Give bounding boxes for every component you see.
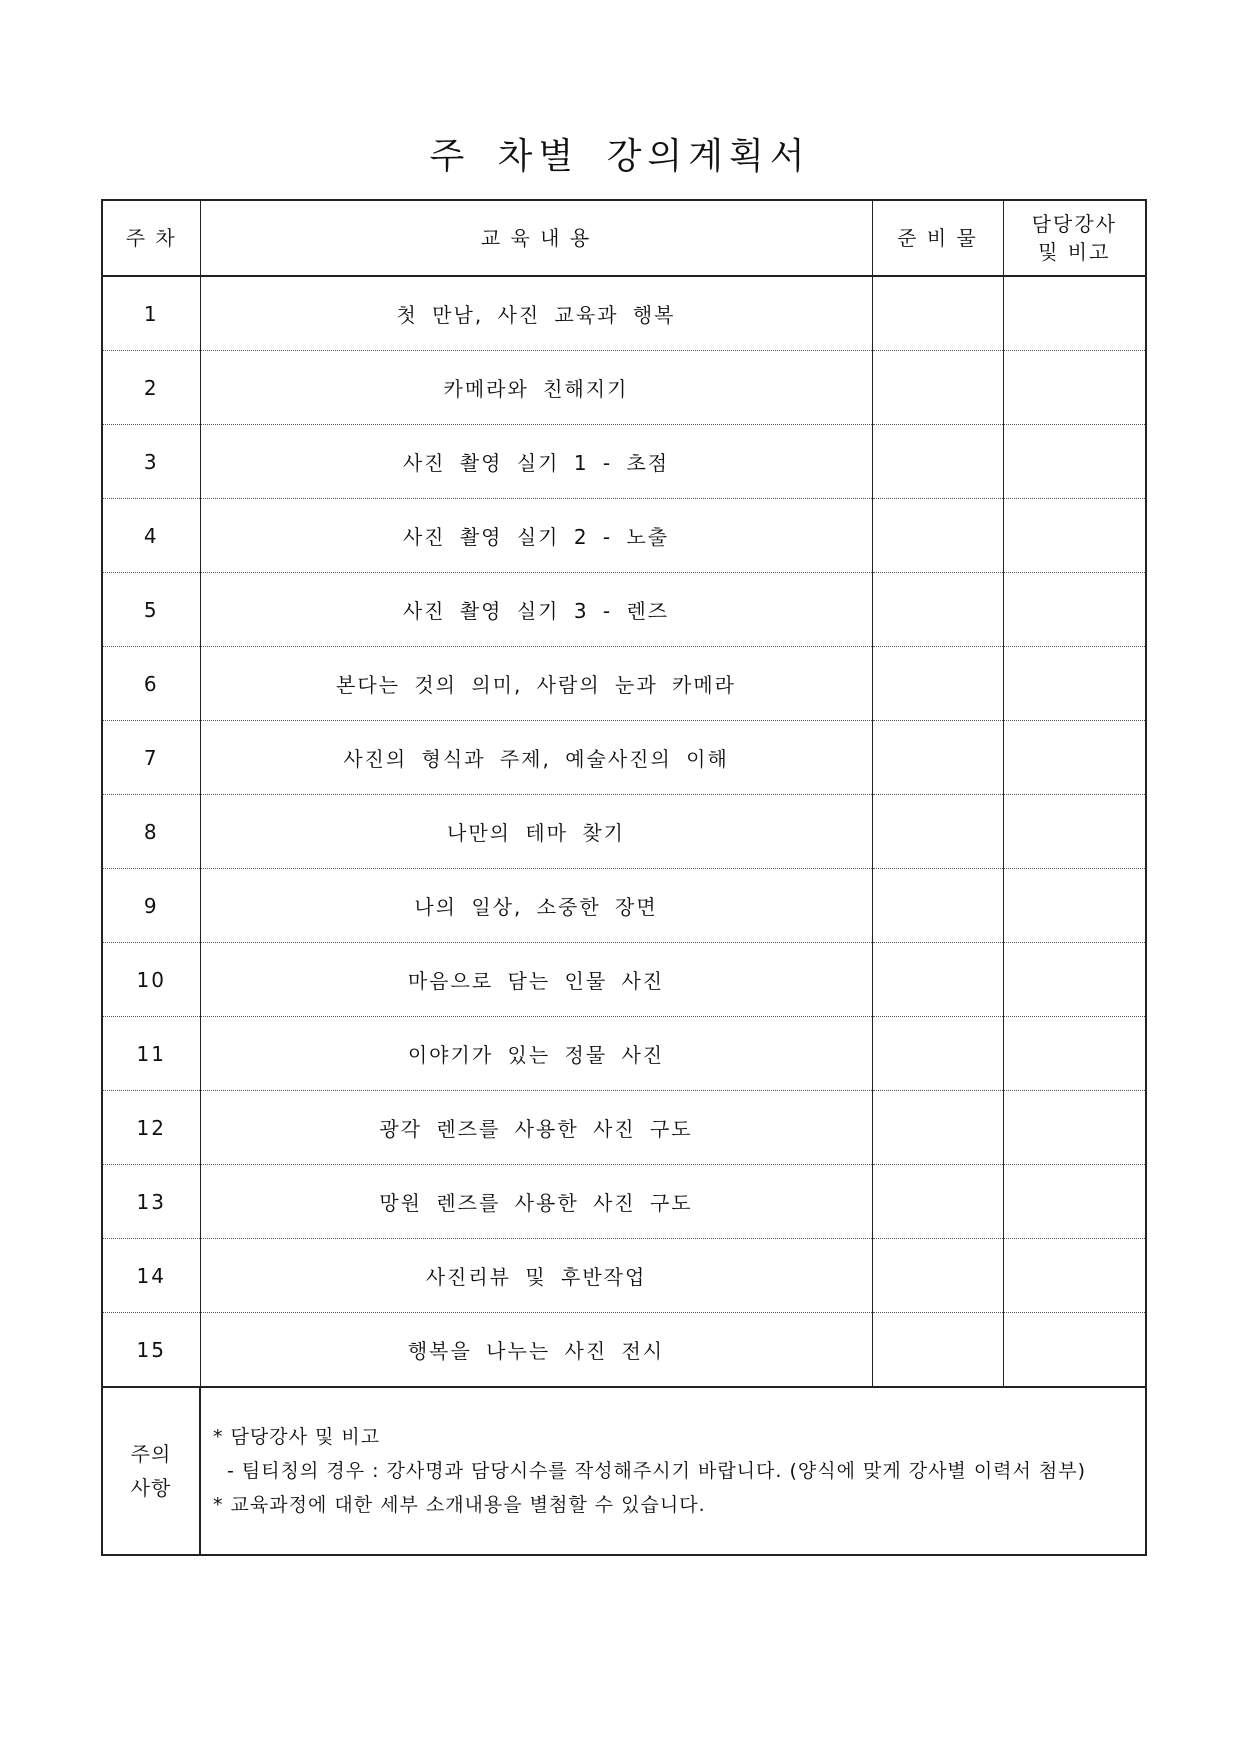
notes-line-1: * 담당강사 및 비고 [213,1426,381,1448]
notes-line-2: - 팀티칭의 경우 : 강사명과 담당시수를 작성해주시기 바랍니다. (양식에 맞게 강사별 이력서 첨부) [227,1460,1087,1482]
table-row [102,573,1146,647]
header-note-line1: 담당강사 [1031,212,1117,236]
week-note-cell[interactable] [1003,276,1146,351]
week-number-cell: 4 [102,499,200,573]
week-prep-cell[interactable] [872,1091,1003,1165]
week-number-cell: 5 [102,573,200,647]
week-content-cell: 광각 렌즈를 사용한 사진 구도 [200,1091,872,1165]
notes-line-3: * 교육과정에 대한 세부 소개내용을 별첨할 수 있습니다. [213,1494,706,1516]
week-number-cell: 11 [102,1017,200,1091]
table-row [102,1239,1146,1313]
table-row [102,425,1146,499]
week-prep-cell[interactable] [872,869,1003,943]
week-content-cell: 이야기가 있는 정물 사진 [200,1017,872,1091]
table-row [102,943,1146,1017]
week-note-cell[interactable] [1003,721,1146,795]
week-prep-cell[interactable] [872,1165,1003,1239]
table-row [102,351,1146,425]
table-row [102,1017,1146,1091]
header-note-line2: 및 비고 [1038,240,1111,264]
week-content-cell: 행복을 나누는 사진 전시 [200,1313,872,1388]
table-row [102,721,1146,795]
week-content-cell: 본다는 것의 의미, 사람의 눈과 카메라 [200,647,872,721]
week-prep-cell[interactable] [872,795,1003,869]
week-note-cell[interactable] [1003,943,1146,1017]
week-number-cell: 15 [102,1313,200,1388]
week-prep-cell[interactable] [872,1239,1003,1313]
week-prep-cell[interactable] [872,943,1003,1017]
week-prep-cell[interactable] [872,647,1003,721]
week-prep-cell[interactable] [872,499,1003,573]
header-week: 주 차 [102,200,200,276]
week-prep-cell[interactable] [872,721,1003,795]
table-row [102,499,1146,573]
table-row [102,795,1146,869]
week-prep-cell[interactable] [872,1017,1003,1091]
week-number-cell: 9 [102,869,200,943]
table-header-row [102,200,1146,276]
week-note-cell[interactable] [1003,425,1146,499]
week-content-cell: 나만의 테마 찾기 [200,795,872,869]
table-row [102,276,1146,351]
notes-text [200,1387,1146,1555]
week-content-cell: 사진 촬영 실기 3 - 렌즈 [200,573,872,647]
table-row [102,869,1146,943]
header-prep: 준 비 물 [872,200,1003,276]
notes-row [102,1387,1146,1555]
week-prep-cell[interactable] [872,573,1003,647]
week-content-cell: 망원 렌즈를 사용한 사진 구도 [200,1165,872,1239]
week-note-cell[interactable] [1003,1239,1146,1313]
week-note-cell[interactable] [1003,1091,1146,1165]
notes-label-line1: 주의 [130,1442,172,1466]
week-note-cell[interactable] [1003,1017,1146,1091]
week-number-cell: 12 [102,1091,200,1165]
week-note-cell[interactable] [1003,499,1146,573]
week-number-cell: 6 [102,647,200,721]
week-note-cell[interactable] [1003,1313,1146,1388]
page-title: 주 차별 강의계획서 [429,136,811,177]
week-note-cell[interactable] [1003,573,1146,647]
week-content-cell: 나의 일상, 소중한 장면 [200,869,872,943]
week-number-cell: 14 [102,1239,200,1313]
table-row [102,1091,1146,1165]
week-content-cell: 사진의 형식과 주제, 예술사진의 이해 [200,721,872,795]
week-number-cell: 2 [102,351,200,425]
week-note-cell[interactable] [1003,1165,1146,1239]
header-note [1003,200,1146,276]
week-prep-cell[interactable] [872,351,1003,425]
week-number-cell: 1 [102,276,200,351]
week-number-cell: 3 [102,425,200,499]
week-content-cell: 사진리뷰 및 후반작업 [200,1239,872,1313]
week-content-cell: 첫 만남, 사진 교육과 행복 [200,276,872,351]
week-prep-cell[interactable] [872,425,1003,499]
week-number-cell: 13 [102,1165,200,1239]
week-prep-cell[interactable] [872,1313,1003,1388]
notes-label-line2: 사항 [130,1476,172,1500]
table-row [102,1165,1146,1239]
header-content: 교 육 내 용 [200,200,872,276]
week-number-cell: 10 [102,943,200,1017]
notes-label [102,1387,200,1555]
week-note-cell[interactable] [1003,351,1146,425]
table-row [102,1313,1146,1388]
week-content-cell: 사진 촬영 실기 2 - 노출 [200,499,872,573]
weeks-body [102,276,1146,1387]
week-number-cell: 7 [102,721,200,795]
week-content-cell: 사진 촬영 실기 1 - 초점 [200,425,872,499]
week-note-cell[interactable] [1003,869,1146,943]
week-note-cell[interactable] [1003,647,1146,721]
week-prep-cell[interactable] [872,276,1003,351]
week-number-cell: 8 [102,795,200,869]
week-content-cell: 마음으로 담는 인물 사진 [200,943,872,1017]
week-note-cell[interactable] [1003,795,1146,869]
weekly-plan-table [101,199,1147,1556]
table-row [102,647,1146,721]
week-content-cell: 카메라와 친해지기 [200,351,872,425]
